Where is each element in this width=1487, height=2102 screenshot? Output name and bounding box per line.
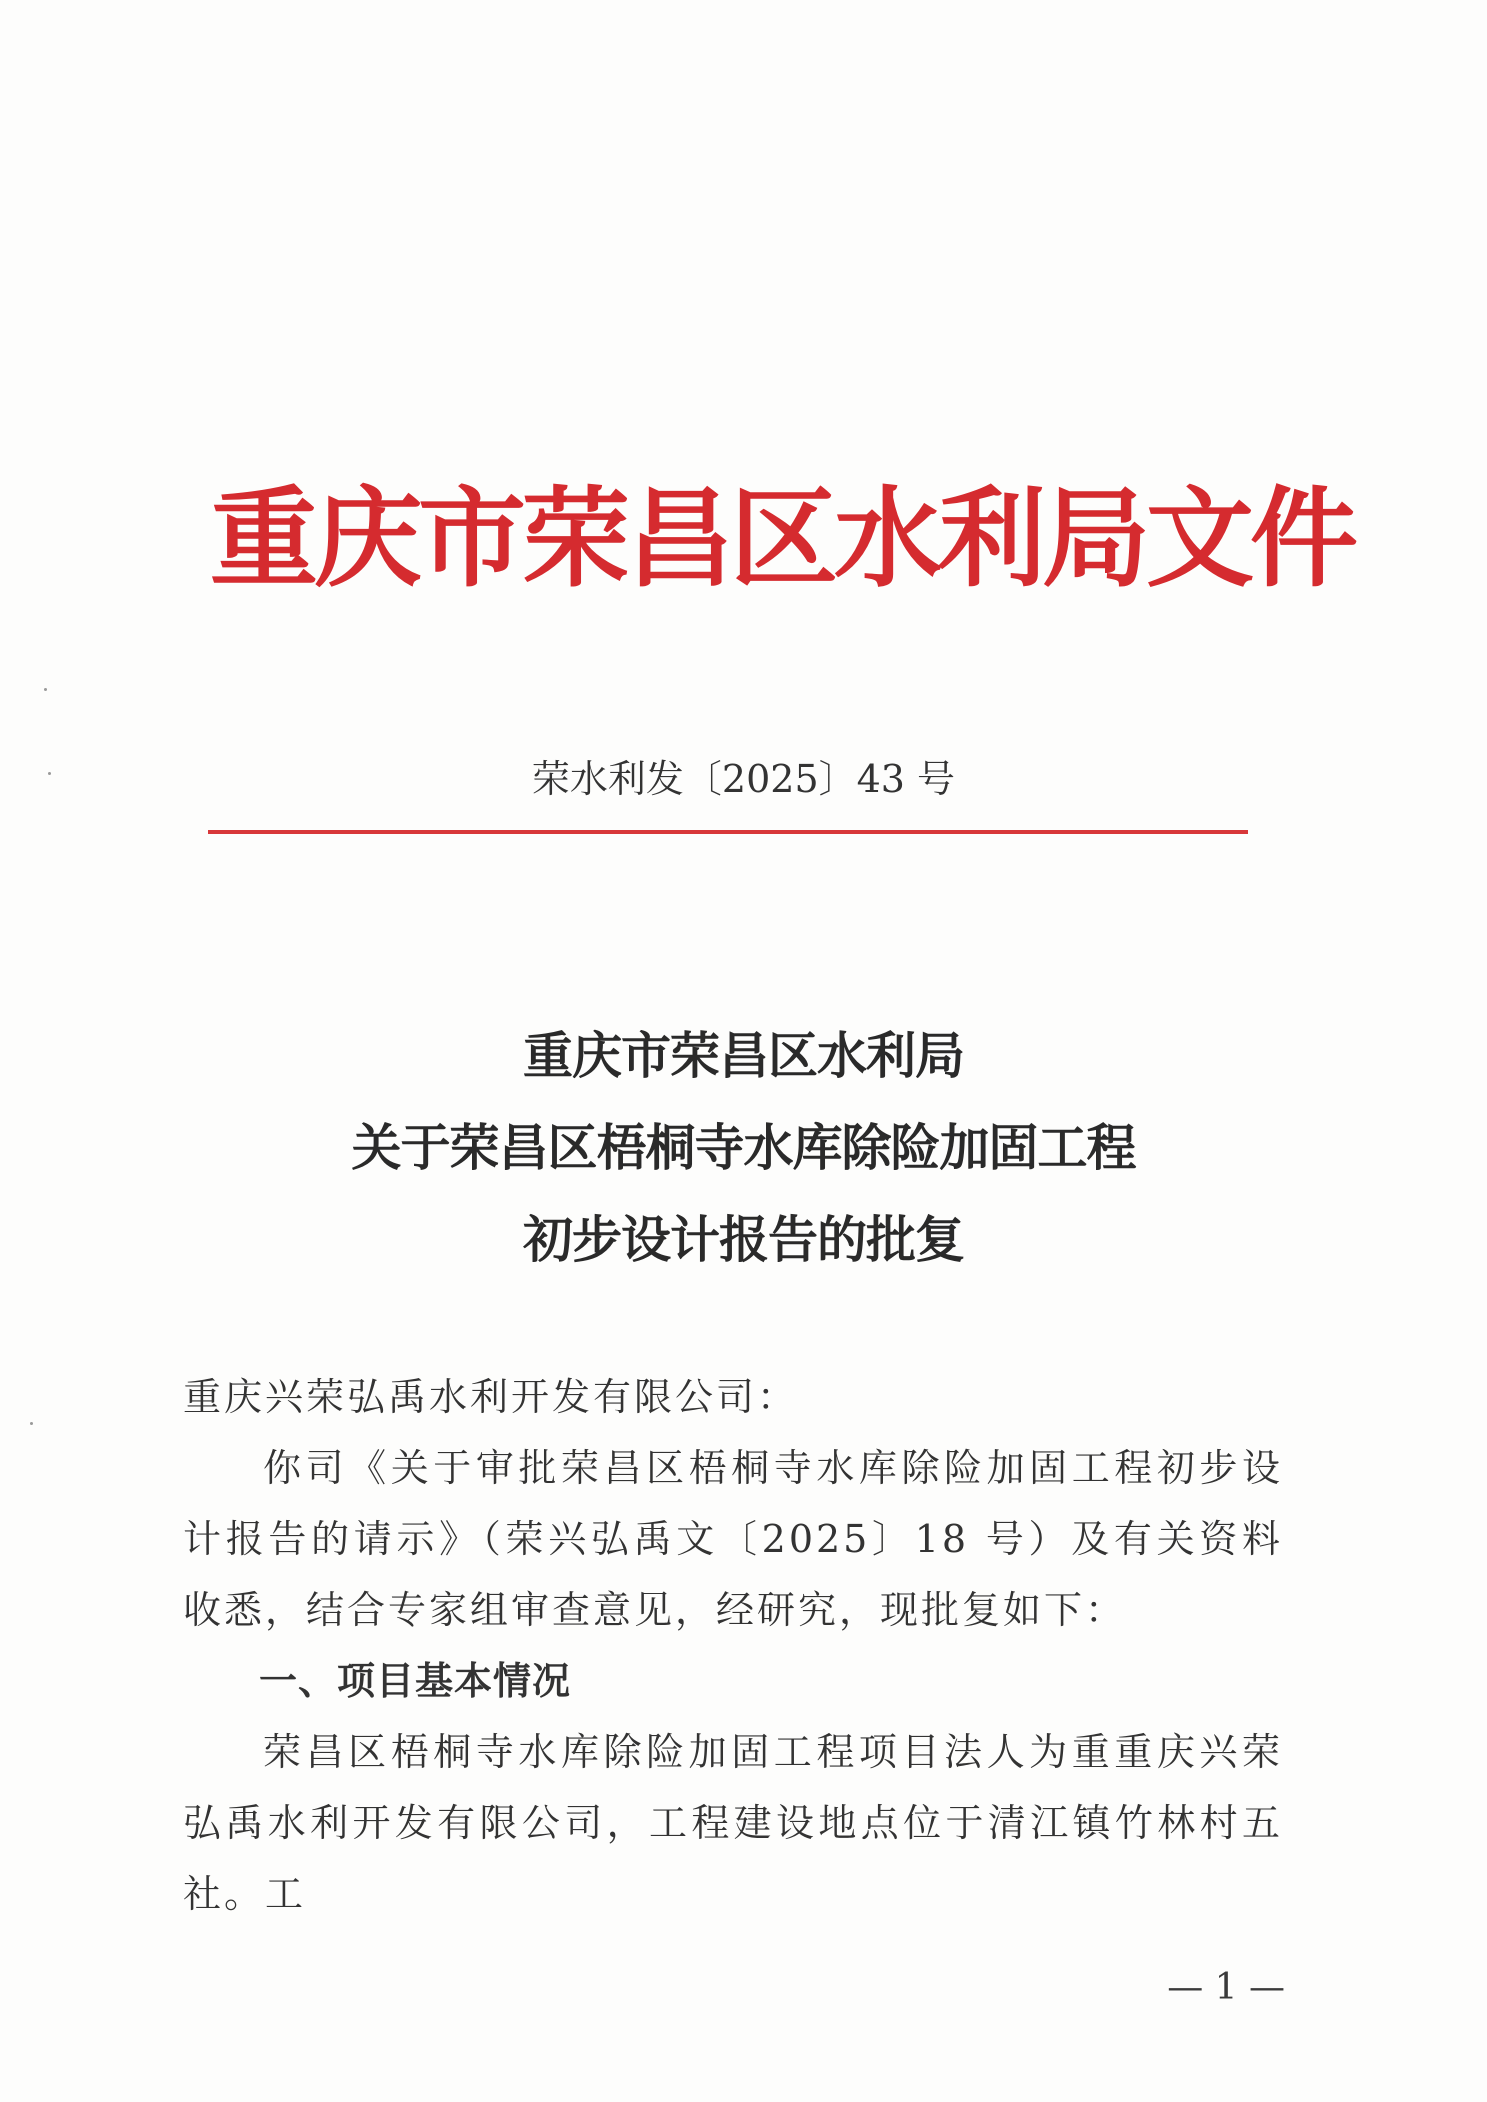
title-line: 初步设计报告的批复	[523, 1211, 964, 1269]
document-title	[0, 1010, 1487, 1286]
scan-speck	[30, 1422, 33, 1425]
title-line: 关于荣昌区梧桐寺水库除险加固工程	[351, 1119, 1136, 1177]
paragraph: 荣昌区梧桐寺水库除险加固工程项目法人为重重庆兴荣弘禹水利开发有限公司，工程建设地点位于清江镇竹林村五社。工	[183, 1730, 1283, 1916]
document-body	[183, 1362, 1283, 1930]
title-line: 重庆市荣昌区水利局	[523, 1027, 964, 1085]
page-number: — 1 —	[1167, 1967, 1285, 2008]
section-heading: 一、项目基本情况	[259, 1659, 572, 1703]
salutation: 重庆兴荣弘禹水利开发有限公司：	[183, 1375, 799, 1419]
paragraph: 你司《关于审批荣昌区梧桐寺水库除险加固工程初步设计报告的请示》（荣兴弘禹文〔2025〕18 号）及有关资料收悉，结合专家组审查意见，经研究，现批复如下：	[183, 1446, 1283, 1632]
issuer-header-title: 重庆市荣昌区水利局文件	[210, 476, 1355, 602]
scan-speck	[44, 688, 47, 691]
red-separator-line	[208, 830, 1248, 834]
document-number: 荣水利发〔2025〕43 号	[531, 757, 956, 801]
